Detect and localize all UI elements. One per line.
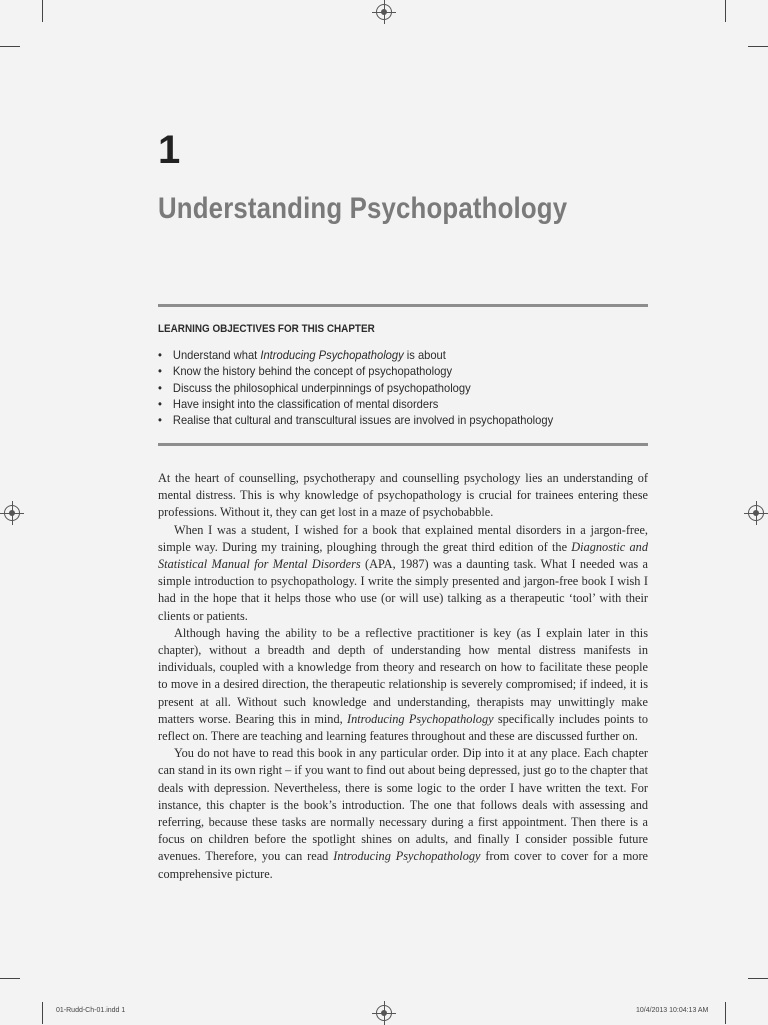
paragraph: Although having the ability to be a reflective practitioner is key (as I explain later in this chapter), without a breadth and depth of understanding how mental distress manifests in individuals, coupled with a knowledge from theory and research on how to facilitate these people to move in a desired direction, the therapeutic relationship is severely compromised; if indeed, it is present at all. Without such knowledge and understanding, therapists may unwittingly make matters worse. Bearing this in mind, Introducing Psychopathology specifically includes points to reflect on. There are teaching and learning features throughout and these are discussed further on. — [158, 625, 648, 744]
crop-mark — [725, 1002, 726, 1024]
footer-timestamp: 10/4/2013 10:04:13 AM — [636, 1007, 709, 1014]
crop-mark — [748, 46, 768, 47]
registration-mark-icon — [376, 4, 392, 20]
crop-mark — [748, 978, 768, 979]
registration-mark-icon — [376, 1005, 392, 1021]
body-text — [158, 470, 648, 883]
paragraph: At the heart of counselling, psychotherapy and counselling psychology lies an understanding of mental distress. This is why knowledge of psychopathology is crucial for trainees entering these professions. Without it, they can get lost in a maze of psychobabble. — [158, 471, 648, 520]
crop-mark — [0, 978, 20, 979]
footer-file-name: 01-Rudd-Ch-01.indd 1 — [56, 1007, 126, 1014]
objective-item: • Have insight into the classification of mental disorders — [158, 396, 553, 412]
paragraph: When I was a student, I wished for a book that explained mental disorders in a jargon-free, simple way. During my training, ploughing through the great third edition of the Diagnostic and Statistical Manual for Mental Disorders (APA, 1987) was a daunting task. What I needed was a simple introduction to psychopathology. I write the simply presented and jargon-free book I wish I had in the hope that it helps those who use (or will use) talking as a therapeutic ‘tool’ with their clients or patients. — [158, 522, 648, 623]
chapter-number: 1 — [158, 128, 181, 172]
objective-item: • Know the history behind the concept of psychopathology — [158, 363, 553, 379]
objective-item: • Realise that cultural and transcultural issues are involved in psychopathology — [158, 412, 553, 428]
crop-mark — [42, 1002, 43, 1024]
registration-mark-icon — [4, 505, 20, 521]
objective-item: • Understand what Introducing Psychopathology is about — [158, 347, 553, 363]
chapter-title: Understanding Psychopathology — [158, 192, 568, 225]
crop-mark — [725, 0, 726, 22]
crop-mark — [0, 46, 20, 47]
learning-objectives-list — [158, 347, 583, 428]
crop-mark — [42, 0, 43, 22]
learning-objectives-heading: LEARNING OBJECTIVES FOR THIS CHAPTER — [158, 323, 375, 335]
registration-mark-icon — [748, 505, 764, 521]
objective-item: • Discuss the philosophical underpinnings of psychopathology — [158, 380, 553, 396]
paragraph: You do not have to read this book in any particular order. Dip into it at any place. Each chapter can stand in its own right – if you want to find out about being depressed, just go to the chapter that deals with depression. Nevertheless, there is some logic to the order I have written the text. For instance, this chapter is the book’s introduction. The one that follows deals with assessing and referring, because these tasks are normally necessary during a first appointment. Then there is a focus on children before the spotlight shines on adults, and finally I consider possible future avenues. Therefore, you can read Introducing Psychopathology from cover to cover for a more comprehensive picture. — [158, 746, 648, 881]
learning-objectives-box — [158, 304, 648, 446]
